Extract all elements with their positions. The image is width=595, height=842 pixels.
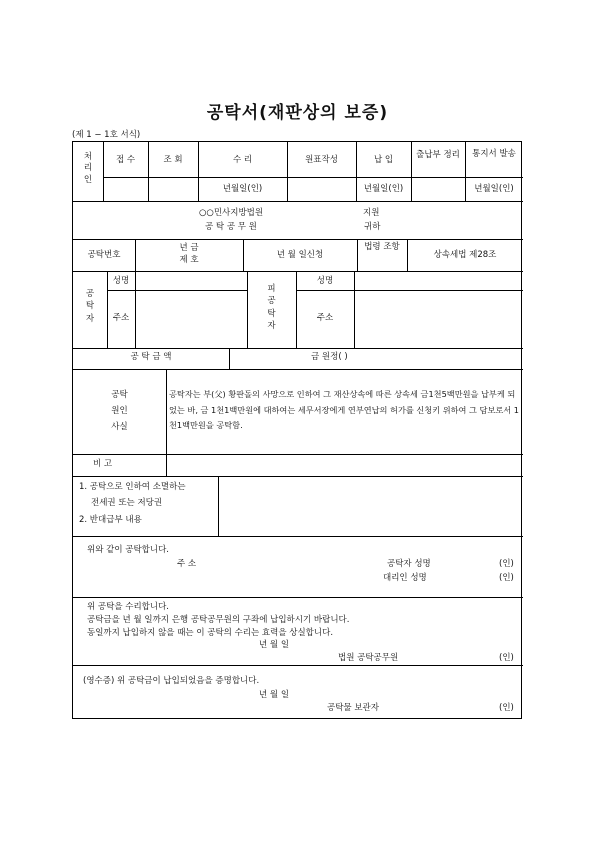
cause-text: 공탁자는 부(父) 황판돌의 사망으로 인하여 그 재산상속에 따른 상속세 금1천5백만원을 납부케 되었는 바, 금 1천1백만원에 대하여는 세무서장에게 연부연납의 허가를 신청키 위하여 그 담보로서 1천1백만원을 공탁함.: [169, 389, 520, 431]
certificate-keeper: 공탁물 보관자: [327, 703, 379, 713]
certificate-line-1: (영수증) 위 공탁금이 납입되었음을 증명합니다.: [83, 676, 260, 686]
form-number: (제 1 − 1호 서식): [72, 130, 141, 140]
agent-signature-label: 대리인 성명: [383, 573, 427, 583]
certificate-seal: (인): [499, 703, 514, 713]
depositor-signature-label: 공탁자 성명: [387, 559, 431, 569]
cause-label-2: 원인: [111, 406, 128, 417]
depositee-label-1: 피: [267, 284, 276, 294]
extinguish-item-1: 1. 공탁으로 인하여 소멸하는: [79, 482, 186, 492]
deposit-official: 공 탁 공 무 원: [205, 222, 257, 232]
depositee-label-3: 탁: [267, 308, 276, 319]
notice-date: 년월일(인): [474, 184, 514, 194]
depositor-label-1: 공: [85, 289, 95, 299]
acceptance-line-1: 위 공탁을 수리합니다.: [87, 602, 170, 612]
certificate-date: 년 월 일: [259, 690, 290, 700]
depositee-label-4: 자: [267, 320, 276, 331]
declaration-text: 위와 같이 공탁합니다.: [87, 545, 170, 555]
processing-label-3: 인: [83, 174, 93, 185]
agent-seal: (인): [499, 573, 514, 583]
law-label: 법령 조항: [364, 242, 400, 252]
depositee-address-label: 주소: [316, 313, 334, 323]
depositor-name-label: 성명: [112, 276, 130, 286]
acceptance-seal: (인): [499, 653, 514, 663]
header-acceptance: 수 리: [232, 155, 253, 165]
amount-label: 공 탁 금 액: [130, 352, 172, 362]
extinguish-item-2: 2. 반대급부 내용: [79, 515, 142, 525]
acceptance-date: 년월일(인): [222, 184, 263, 194]
addressee: 귀하: [364, 222, 381, 232]
payment-date: 년월일(인): [363, 184, 404, 194]
document-title: 공탁서(재판상의 보증): [206, 103, 389, 123]
deposit-number-label: 공탁번호: [87, 250, 121, 260]
processing-label-1: 처: [83, 152, 93, 162]
depositor-label-3: 자: [85, 313, 95, 324]
depositee-label-2: 공: [267, 296, 276, 307]
declaration-address: 주 소: [177, 559, 197, 569]
header-record: 원표작성: [305, 155, 338, 165]
law-value: 상속세법 제28조: [433, 250, 497, 260]
acceptance-date: 년 월 일: [259, 640, 290, 650]
depositee-name-label: 성명: [316, 276, 334, 286]
header-inquiry: 조 회: [163, 155, 183, 165]
deposit-year: 년 금: [179, 243, 199, 253]
header-received: 접 수: [115, 155, 136, 165]
depositor-address-label: 주소: [112, 313, 130, 323]
acceptance-line-3: 동일까지 납입하지 않을 때는 이 공탁의 수리는 효력을 상실합니다.: [87, 628, 334, 638]
application-date: 년 월 일신청: [276, 250, 324, 260]
depositor-seal: (인): [499, 559, 514, 569]
header-payment: 납 입: [373, 155, 394, 165]
court-branch: 지원: [363, 208, 380, 218]
deposit-form-table: [72, 141, 522, 719]
acceptance-line-2: 공탁금을 년 월 일까지 은행 공탁공무원의 구좌에 납입하시기 바랍니다.: [87, 615, 350, 625]
acceptance-official: 법원 공탁공무원: [338, 653, 399, 663]
header-notice: 통지서 발송: [472, 149, 516, 159]
cause-label-3: 사실: [111, 422, 128, 433]
remarks-label: 비 고: [93, 459, 113, 469]
cause-label-1: 공탁: [111, 390, 128, 400]
header-ledger: 출납부 정리: [416, 150, 460, 160]
depositor-label-2: 탁: [85, 301, 95, 312]
amount-value: 금 원정( ): [311, 352, 348, 362]
extinguish-item-1b: 전세권 또는 저당권: [91, 498, 163, 508]
processing-label-2: 리: [83, 163, 93, 174]
deposit-number: 제 호: [179, 255, 199, 265]
court-name: ○○민사지방법원: [199, 208, 264, 218]
